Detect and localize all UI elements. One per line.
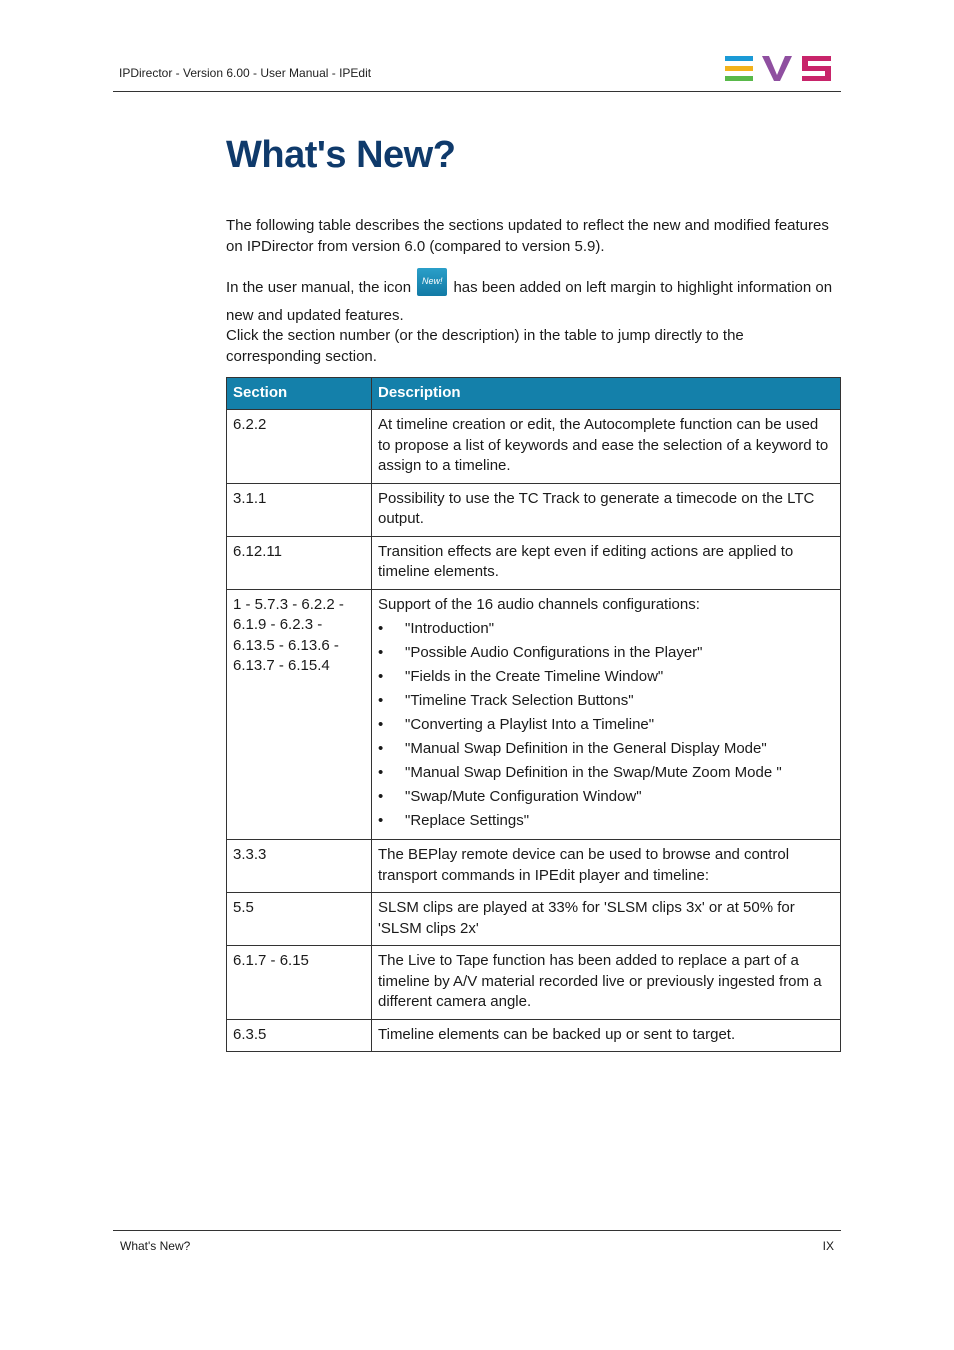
page-number: IX	[822, 1239, 834, 1253]
table-row[interactable]	[227, 946, 841, 1020]
audio-topics-list	[378, 617, 834, 833]
list-item[interactable]: • "Fields in the Create Timeline Window"	[378, 665, 834, 689]
intro-paragraph: The following table describes the sections updated to reflect the new and modified features on IPDirector from version 6.0 (compared to version 5.9).	[226, 217, 829, 255]
description-link[interactable]: The Live to Tape function has been added to replace a part of a timeline by A/V material recorded live or previously ingested from a different camera angle.	[372, 946, 841, 1020]
description-link[interactable]: SLSM clips are played at 33% for 'SLSM clips 3x' or at 50% for 'SLSM clips 2x'	[372, 893, 841, 946]
table-row[interactable]	[227, 893, 841, 946]
icon-paragraph	[226, 278, 841, 327]
table-row[interactable]	[227, 483, 841, 536]
description-cell	[372, 589, 841, 840]
header-title: IPDirector - Version 6.00 - User Manual - IPEdit	[119, 66, 372, 80]
list-item[interactable]: • "Possible Audio Configurations in the Player"	[378, 641, 834, 665]
table-header-row	[227, 378, 841, 410]
table-row[interactable]	[227, 589, 841, 840]
section-link[interactable]: 6.12.11	[227, 536, 372, 589]
list-item[interactable]: • "Manual Swap Definition in the Swap/Mute Zoom Mode "	[378, 761, 834, 785]
page-footer	[113, 1230, 841, 1253]
list-item[interactable]: • "Manual Swap Definition in the General Display Mode"	[378, 737, 834, 761]
navigation-hint: Click the section number (or the description) in the table to jump directly to the corresponding section.	[226, 327, 744, 365]
section-link[interactable]: 3.1.1	[227, 483, 372, 536]
page-header	[113, 50, 841, 92]
section-link[interactable]: 6.3.5	[227, 1019, 372, 1052]
description-link[interactable]: Transition effects are kept even if editing actions are applied to timeline elements.	[372, 536, 841, 589]
description-link[interactable]: Support of the 16 audio channels configurations:	[378, 595, 700, 613]
icon-paragraph-start: In the user manual, the icon	[226, 279, 412, 296]
new-badge-icon: New!	[417, 268, 447, 296]
footer-section-name: What's New?	[120, 1239, 191, 1253]
section-link[interactable]: 5.5	[227, 893, 372, 946]
table-row[interactable]	[227, 1019, 841, 1052]
list-item[interactable]: • "Converting a Playlist Into a Timeline"	[378, 713, 834, 737]
list-item[interactable]: • "Timeline Track Selection Buttons"	[378, 689, 834, 713]
table-row[interactable]	[227, 536, 841, 589]
description-column-header: Description	[372, 378, 841, 410]
page-title: What's New?	[226, 134, 456, 176]
list-item[interactable]: • "Swap/Mute Configuration Window"	[378, 785, 834, 809]
icon-paragraph-end: has been added on left margin to highlight information on new and updated features.	[226, 279, 833, 324]
section-link[interactable]: 6.2.2	[227, 410, 372, 484]
section-link[interactable]: 1 - 5.7.3 - 6.2.2 - 6.1.9 - 6.2.3 - 6.13.5 - 6.13.6 - 6.13.7 - 6.15.4	[227, 589, 372, 840]
section-link[interactable]: 3.3.3	[227, 840, 372, 893]
description-link[interactable]: Possibility to use the TC Track to generate a timecode on the LTC output.	[372, 483, 841, 536]
section-column-header: Section	[227, 378, 372, 410]
table-row[interactable]	[227, 840, 841, 893]
table-row[interactable]	[227, 410, 841, 484]
section-link[interactable]: 6.1.7 - 6.15	[227, 946, 372, 1020]
description-link[interactable]: The BEPlay remote device can be used to browse and control transport commands in IPEdit player and timeline:	[372, 840, 841, 893]
evs-logo	[725, 54, 833, 84]
description-link[interactable]: At timeline creation or edit, the Autocomplete function can be used to propose a list of keywords and ease the selection of a keyword to assign to a timeline.	[372, 410, 841, 484]
list-item[interactable]: • "Introduction"	[378, 617, 834, 641]
changes-table	[226, 377, 841, 1052]
list-item[interactable]: • "Replace Settings"	[378, 809, 834, 833]
description-link[interactable]: Timeline elements can be backed up or sent to target.	[372, 1019, 841, 1052]
